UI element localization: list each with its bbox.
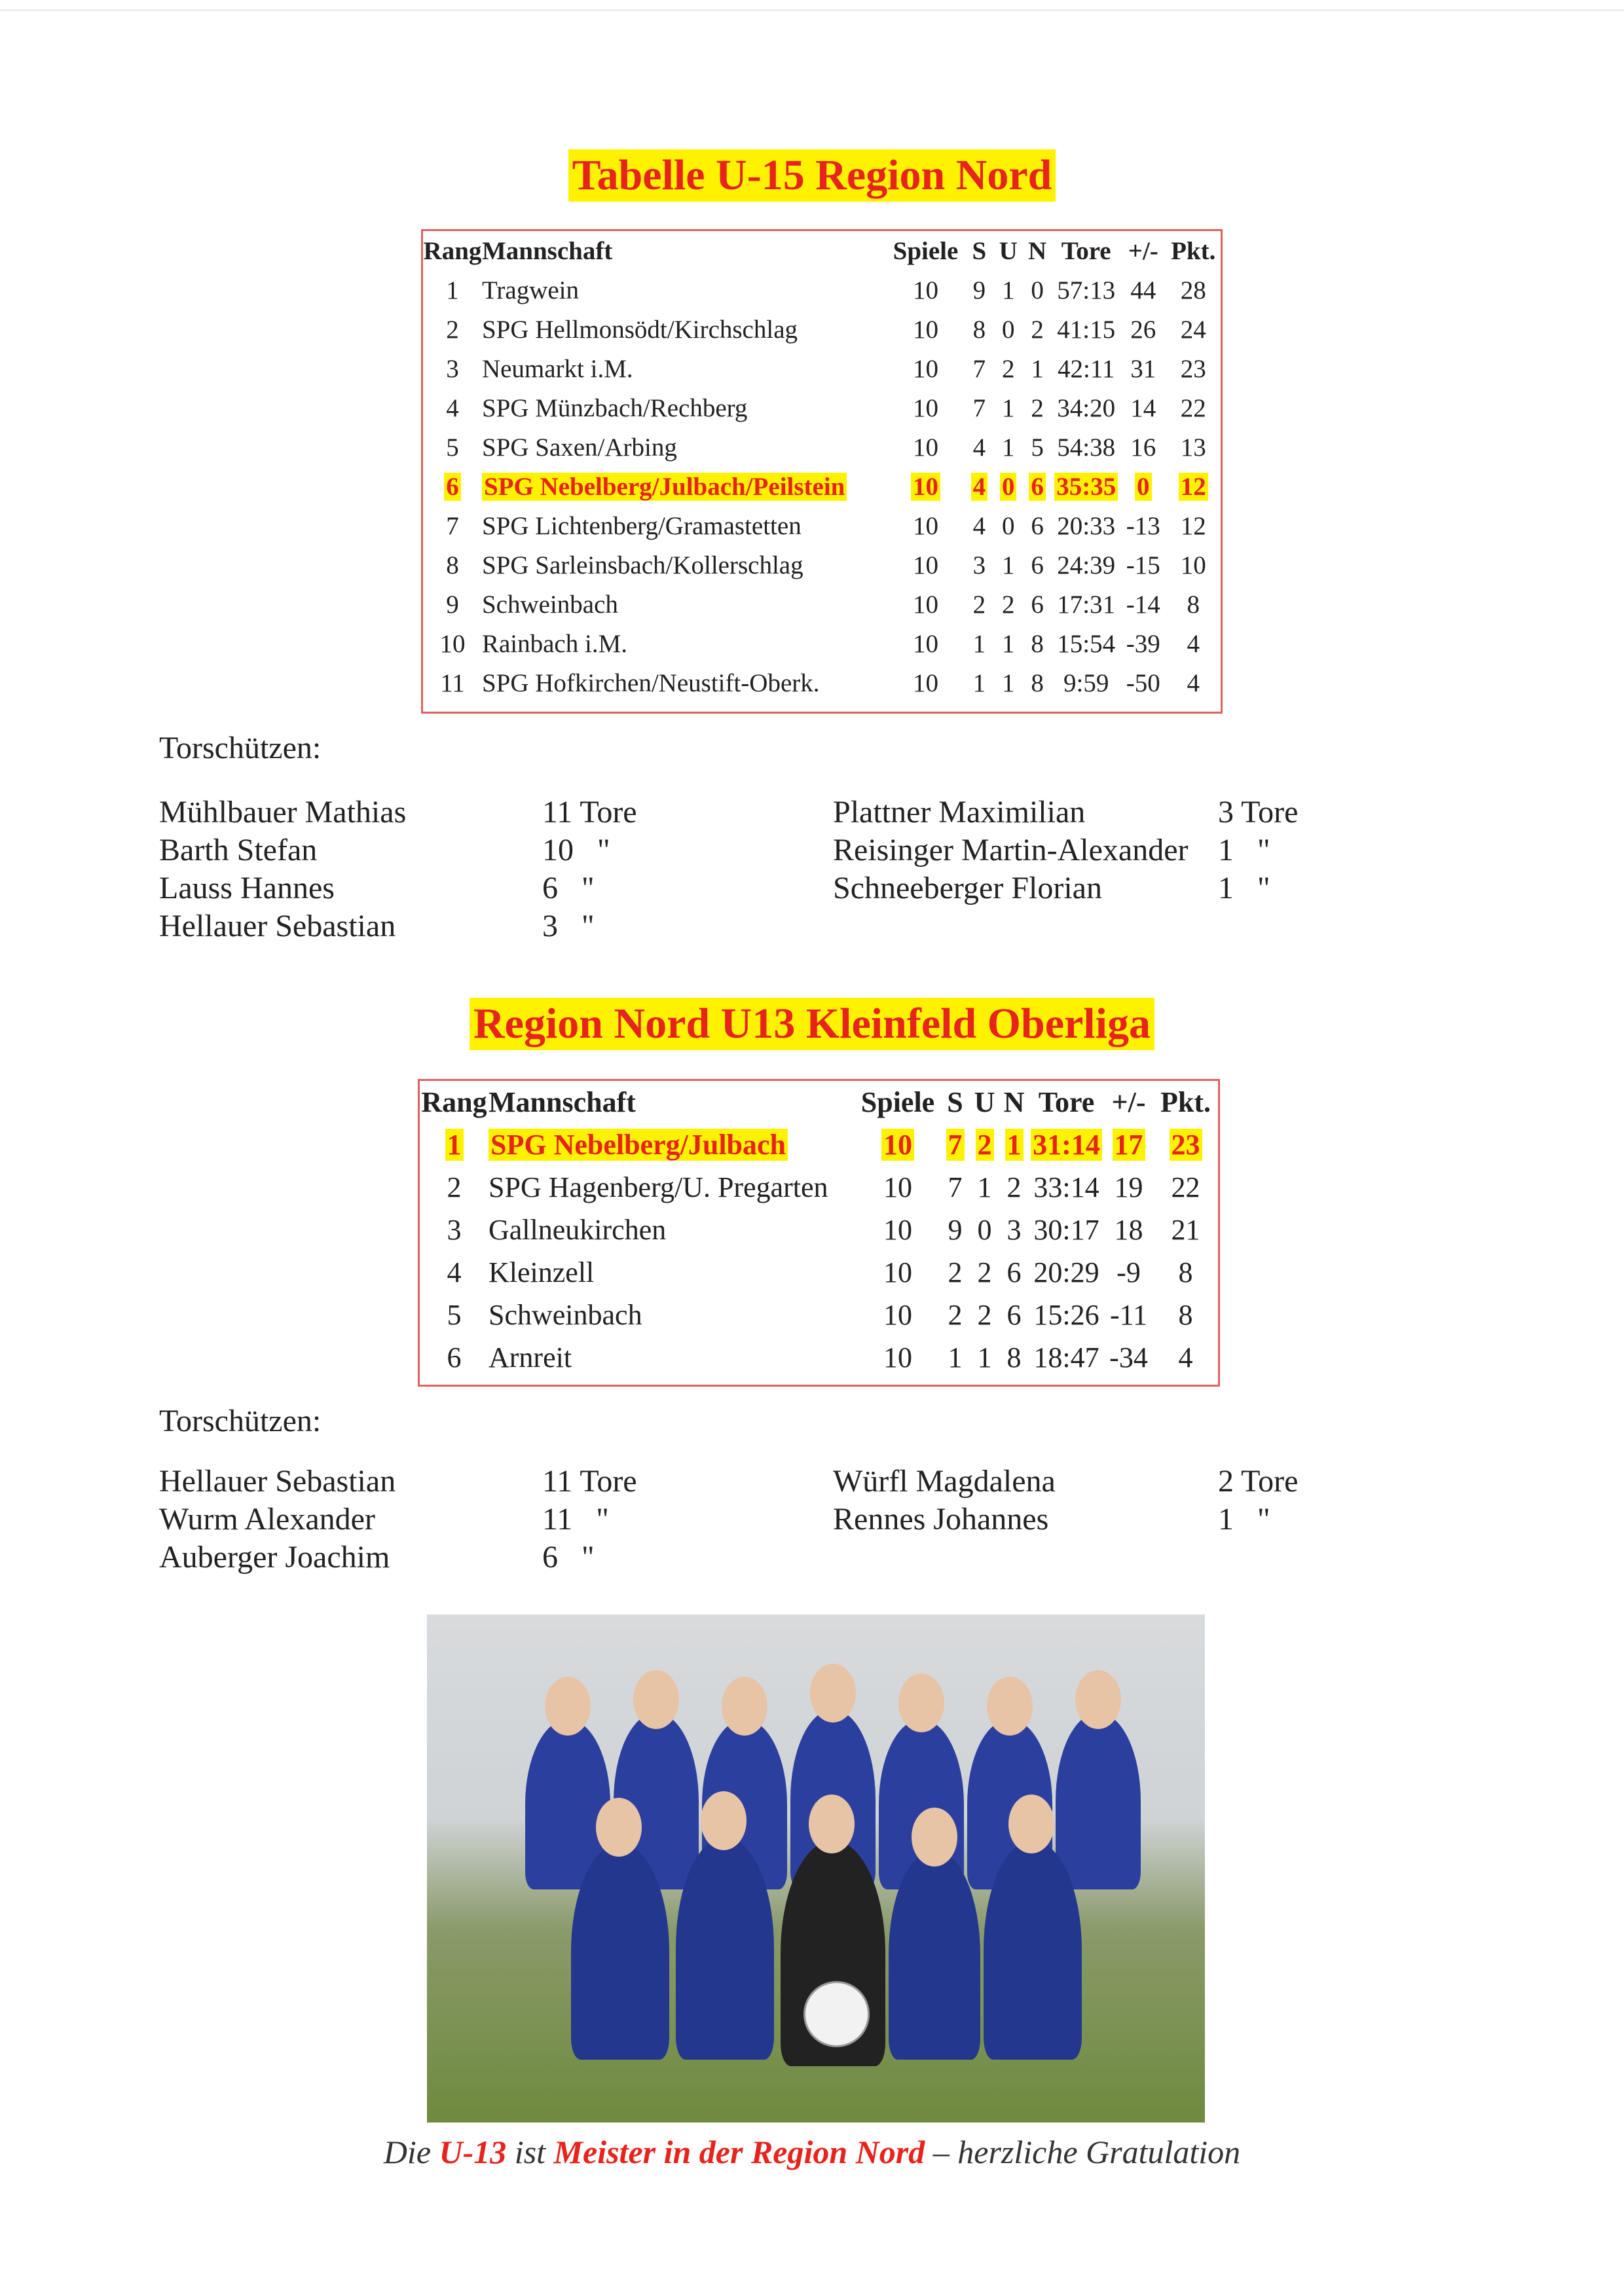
scorer-goals: 1 ": [1218, 833, 1270, 867]
column-header: S: [947, 1086, 963, 1118]
table-cell: 22: [1171, 1171, 1200, 1203]
table-cell: Gallneukirchen: [489, 1214, 667, 1246]
column-header: U: [999, 236, 1018, 265]
table-cell: 35:35: [1052, 467, 1120, 506]
table-cell: 2: [948, 1299, 963, 1331]
table-cell: 10: [913, 354, 938, 383]
table-cell: 11: [440, 668, 465, 697]
column-header: Pkt.: [1171, 236, 1216, 265]
scorer-goals: 6 ": [542, 1540, 595, 1575]
table-cell: 8: [1187, 590, 1200, 619]
scorer-goals: 3 Tore: [1218, 795, 1299, 829]
u13-scorers-label: Torschützen:: [159, 1404, 322, 1438]
table-cell: 23: [1180, 354, 1206, 383]
player-figure: [984, 1840, 1082, 2060]
table-row: [423, 349, 1221, 388]
scorer-name: Mühlbauer Mathias: [159, 795, 407, 829]
table-cell: 14: [1130, 393, 1156, 422]
table-cell: 1: [1001, 668, 1015, 697]
table-cell: 10: [883, 1299, 912, 1331]
player-figure: [676, 1837, 774, 2060]
table-cell: 2: [977, 1299, 992, 1331]
table-cell: 1: [1001, 629, 1015, 658]
team-photo: [427, 1614, 1205, 2123]
table-cell: 1: [977, 1341, 992, 1374]
player-head: [722, 1677, 767, 1736]
table-cell: SPG Nebelberg/Julbach: [489, 1123, 855, 1166]
table-cell: 10: [883, 1171, 912, 1203]
table-cell: Arnreit: [489, 1341, 572, 1374]
table-row: [420, 1166, 1218, 1209]
table-cell: 1: [999, 1123, 1029, 1166]
u15-scorers-left-goals: [542, 793, 673, 945]
table-cell: -50: [1126, 668, 1160, 697]
table-row: [420, 1251, 1218, 1294]
player-head: [809, 1795, 855, 1853]
table-cell: 15:26: [1033, 1299, 1099, 1331]
player-figure: [1056, 1713, 1141, 1889]
table-cell: 31: [1130, 354, 1156, 383]
table-cell: 2: [446, 315, 459, 344]
table-cell: SPG Hellmonsödt/Kirchschlag: [481, 315, 798, 344]
table-cell: -39: [1126, 629, 1160, 658]
table-cell: 4: [1178, 1341, 1193, 1374]
table-cell: SPG Nebelberg/Julbach/Peilstein: [482, 467, 887, 506]
table-cell: 7: [972, 393, 986, 422]
scorer-name: Barth Stefan: [159, 833, 318, 867]
table-cell: 2: [1006, 1171, 1022, 1203]
u15-table-frame: [421, 229, 1223, 714]
scorer-name: Hellauer Sebastian: [159, 909, 396, 943]
table-cell: SPG Münzbach/Rechberg: [481, 393, 748, 422]
table-row: [420, 1294, 1218, 1336]
player-head: [633, 1670, 679, 1729]
column-header: +/-: [1128, 236, 1158, 265]
table-cell: 8: [1178, 1256, 1193, 1288]
table-cell: 1: [420, 1123, 489, 1166]
player-head: [545, 1677, 591, 1736]
photo-caption: Die U-13 ist Meister in der Region Nord – herzliche Gratulation: [383, 2134, 1241, 2170]
table-cell: 17:31: [1057, 590, 1116, 619]
table-cell: 2: [948, 1256, 963, 1288]
scorer-goals: 2 Tore: [1218, 1464, 1299, 1499]
scorer-name: Rennes Johannes: [833, 1502, 1049, 1537]
u13-table: [420, 1081, 1218, 1379]
table-cell: -15: [1126, 551, 1160, 579]
table-cell: 10: [913, 315, 938, 344]
table-cell: 2: [972, 590, 986, 619]
table-cell: 12: [1180, 511, 1206, 540]
u13-table-frame: [418, 1079, 1220, 1387]
player-head: [1075, 1670, 1121, 1729]
table-row: [423, 467, 1221, 506]
table-cell: 3: [447, 1214, 462, 1246]
table-cell: 10: [913, 590, 938, 619]
column-header: +/-: [1111, 1086, 1146, 1118]
table-cell: 18:47: [1033, 1341, 1099, 1374]
table-cell: 10: [913, 276, 938, 304]
table-cell: 15:54: [1057, 629, 1116, 658]
player-head: [1008, 1795, 1054, 1853]
table-cell: 8: [1178, 1299, 1193, 1331]
table-cell: 54:38: [1057, 433, 1116, 462]
table-cell: 1: [948, 1341, 963, 1374]
u13-scorers-left-goals: [542, 1463, 673, 1576]
table-cell: 17: [1104, 1123, 1153, 1166]
scorer-goals: 10 ": [542, 833, 610, 867]
table-row: [423, 663, 1221, 702]
table-cell: 21: [1171, 1214, 1200, 1246]
table-cell: 41:15: [1057, 315, 1116, 344]
table-cell: SPG Hagenberg/U. Pregarten: [489, 1171, 828, 1203]
table-cell: 6: [447, 1341, 462, 1374]
table-cell: 19: [1114, 1171, 1143, 1203]
table-cell: 6: [1006, 1299, 1022, 1331]
table-cell: Schweinbach: [481, 590, 618, 619]
table-cell: 9: [446, 590, 459, 619]
table-cell: 10: [855, 1123, 940, 1166]
column-header: Mannschaft: [481, 236, 613, 265]
table-cell: 7: [446, 511, 459, 540]
table-cell: 28: [1180, 276, 1206, 304]
table-cell: Tragwein: [481, 276, 580, 304]
table-cell: 16: [1130, 433, 1156, 462]
table-cell: 2: [1001, 590, 1015, 619]
column-header: N: [1028, 236, 1047, 265]
scorer-name: Auberger Joachim: [159, 1540, 390, 1575]
top-edge-line: [0, 9, 1624, 11]
table-cell: 6: [1031, 551, 1044, 579]
table-cell: SPG Hofkirchen/Neustift-Oberk.: [481, 668, 820, 697]
column-header: Spiele: [893, 236, 959, 265]
table-cell: 10: [913, 668, 938, 697]
table-row: [423, 585, 1221, 624]
table-cell: 4: [1187, 668, 1200, 697]
table-cell: 5: [446, 433, 459, 462]
table-cell: 0: [994, 467, 1023, 506]
table-cell: SPG Sarleinsbach/Kollerschlag: [481, 551, 803, 579]
player-head: [596, 1798, 642, 1857]
table-cell: Rainbach i.M.: [481, 629, 627, 658]
table-cell: 6: [1006, 1256, 1022, 1288]
column-header: Rang: [421, 1086, 487, 1118]
table-cell: 4: [1187, 629, 1200, 658]
table-cell: Kleinzell: [489, 1256, 595, 1288]
table-cell: 8: [1031, 629, 1044, 658]
player-head: [810, 1664, 856, 1722]
table-cell: 18: [1114, 1214, 1143, 1246]
table-cell: 0: [1001, 315, 1015, 344]
u15-scorers-left-names: [159, 793, 487, 945]
table-cell: 33:14: [1033, 1171, 1099, 1203]
table-cell: 9:59: [1063, 668, 1109, 697]
table-cell: 10: [913, 433, 938, 462]
table-cell: Schweinbach: [489, 1299, 642, 1331]
table-cell: SPG Lichtenberg/Gramastetten: [481, 511, 802, 540]
table-cell: 26: [1130, 315, 1156, 344]
u15-table: [423, 231, 1221, 702]
column-header: Tore: [1038, 1086, 1095, 1118]
table-cell: 6: [423, 467, 482, 506]
table-cell: 1: [1001, 276, 1015, 304]
table-row: [423, 388, 1221, 428]
table-cell: 3: [1006, 1214, 1022, 1246]
table-cell: 20:29: [1033, 1256, 1099, 1288]
table-cell: 10: [439, 629, 466, 658]
table-cell: 10: [913, 393, 938, 422]
u15-header-row: [423, 231, 1221, 270]
table-cell: 57:13: [1057, 276, 1116, 304]
table-cell: 42:11: [1058, 354, 1115, 383]
table-cell: 34:20: [1057, 393, 1116, 422]
column-header: Mannschaft: [489, 1086, 636, 1118]
table-cell: 1: [1031, 354, 1044, 383]
table-cell: 9: [948, 1214, 963, 1246]
table-cell: 1: [972, 629, 986, 658]
table-cell: 1: [972, 668, 986, 697]
table-cell: 44: [1130, 276, 1156, 304]
u13-scorers-left-names: [159, 1463, 487, 1576]
table-cell: 10: [1180, 551, 1206, 579]
u15-scorers-right-goals: [1218, 793, 1336, 907]
table-cell: 8: [446, 551, 459, 579]
player-head: [898, 1673, 944, 1732]
scorer-name: Würfl Magdalena: [833, 1464, 1056, 1499]
scorer-name: Schneeberger Florian: [833, 871, 1102, 905]
scorer-name: Lauss Hannes: [159, 871, 335, 905]
u15-title: Tabelle U-15 Region Nord: [0, 149, 1624, 202]
table-cell: 0: [1031, 276, 1044, 304]
table-row: [420, 1123, 1218, 1166]
table-row: [420, 1209, 1218, 1251]
table-cell: 6: [1023, 467, 1052, 506]
scorer-name: Plattner Maximilian: [833, 795, 1086, 829]
table-cell: 0: [1001, 511, 1015, 540]
football: [803, 1981, 870, 2047]
table-cell: -14: [1126, 590, 1160, 619]
scorer-name: Wurm Alexander: [159, 1502, 375, 1537]
table-cell: 2: [1031, 393, 1044, 422]
table-cell: 24:39: [1057, 551, 1116, 579]
table-cell: 10: [883, 1256, 912, 1288]
table-row: [423, 545, 1221, 585]
table-cell: 2: [1031, 315, 1044, 344]
table-row: [423, 310, 1221, 349]
table-cell: 0: [977, 1214, 992, 1246]
table-row: [423, 624, 1221, 663]
table-cell: 9: [972, 276, 986, 304]
column-header: Tore: [1061, 236, 1111, 265]
column-header: Pkt.: [1160, 1086, 1211, 1118]
player-head: [987, 1677, 1033, 1736]
table-cell: 24: [1180, 315, 1206, 344]
player-figure: [571, 1844, 669, 2060]
player-head: [701, 1791, 747, 1850]
table-row: [423, 428, 1221, 467]
column-header: U: [974, 1086, 995, 1118]
scorer-goals: 11 Tore: [542, 795, 637, 829]
table-cell: 6: [1031, 590, 1044, 619]
scorer-goals: 3 ": [542, 909, 595, 943]
table-cell: 22: [1180, 393, 1206, 422]
scorer-name: Reisinger Martin-Alexander: [833, 833, 1189, 867]
table-cell: -9: [1116, 1256, 1141, 1288]
scorer-goals: 11 ": [542, 1502, 609, 1537]
table-cell: 10: [883, 1341, 912, 1374]
scorer-goals: 1 ": [1218, 1502, 1270, 1537]
column-header: Rang: [423, 236, 482, 265]
player-figure: [889, 1850, 980, 2060]
table-cell: 5: [1031, 433, 1044, 462]
table-cell: 3: [972, 551, 986, 579]
table-cell: 2: [1001, 354, 1015, 383]
table-cell: -34: [1109, 1341, 1148, 1374]
table-row: [423, 506, 1221, 545]
table-cell: 1: [1001, 551, 1015, 579]
table-cell: Neumarkt i.M.: [481, 354, 633, 383]
table-cell: 1: [446, 276, 459, 304]
table-cell: 4: [972, 433, 986, 462]
table-cell: 30:17: [1033, 1214, 1099, 1246]
table-cell: 8: [1006, 1341, 1022, 1374]
table-cell: 8: [1031, 668, 1044, 697]
table-cell: 7: [940, 1123, 970, 1166]
table-cell: 10: [913, 629, 938, 658]
table-cell: 0: [1120, 467, 1166, 506]
column-header: S: [972, 236, 987, 265]
table-cell: 3: [446, 354, 459, 383]
u13-header-row: [420, 1081, 1218, 1123]
scorer-goals: 11 Tore: [542, 1464, 637, 1499]
table-cell: 10: [887, 467, 965, 506]
table-cell: 2: [447, 1171, 462, 1203]
scorer-goals: 1 ": [1218, 871, 1270, 905]
table-cell: 12: [1166, 467, 1221, 506]
table-cell: 2: [970, 1123, 999, 1166]
u13-title: Region Nord U13 Kleinfeld Oberliga: [0, 998, 1624, 1050]
scorer-goals: 6 ": [542, 871, 595, 905]
table-cell: 20:33: [1057, 511, 1116, 540]
u13-scorers-right-goals: [1218, 1463, 1336, 1539]
table-cell: 7: [948, 1171, 963, 1203]
table-cell: 8: [972, 315, 986, 344]
table-cell: -11: [1109, 1299, 1148, 1331]
table-cell: 10: [913, 551, 938, 579]
column-header: Spiele: [860, 1086, 935, 1118]
table-cell: 4: [446, 393, 459, 422]
scorer-name: Hellauer Sebastian: [159, 1464, 396, 1499]
table-cell: 5: [447, 1299, 462, 1331]
table-cell: 1: [1001, 433, 1015, 462]
table-row: [420, 1336, 1218, 1379]
u15-scorers-right-names: [833, 793, 1226, 907]
u15-scorers-label: Torschützen:: [159, 731, 322, 765]
table-cell: SPG Saxen/Arbing: [481, 433, 677, 462]
column-header: N: [1003, 1086, 1025, 1118]
table-cell: 4: [972, 511, 986, 540]
table-cell: 10: [883, 1214, 912, 1246]
table-cell: -13: [1126, 511, 1160, 540]
table-cell: 1: [977, 1171, 992, 1203]
table-cell: 10: [913, 511, 938, 540]
table-cell: 2: [977, 1256, 992, 1288]
table-cell: 4: [965, 467, 993, 506]
table-cell: 31:14: [1029, 1123, 1104, 1166]
table-row: [423, 270, 1221, 310]
table-cell: 1: [1001, 393, 1015, 422]
table-cell: 7: [972, 354, 986, 383]
table-cell: 13: [1180, 433, 1206, 462]
table-cell: 6: [1031, 511, 1044, 540]
table-cell: 23: [1153, 1123, 1218, 1166]
u13-scorers-right-names: [833, 1463, 1200, 1539]
player-head: [912, 1808, 957, 1867]
table-cell: 4: [447, 1256, 462, 1288]
